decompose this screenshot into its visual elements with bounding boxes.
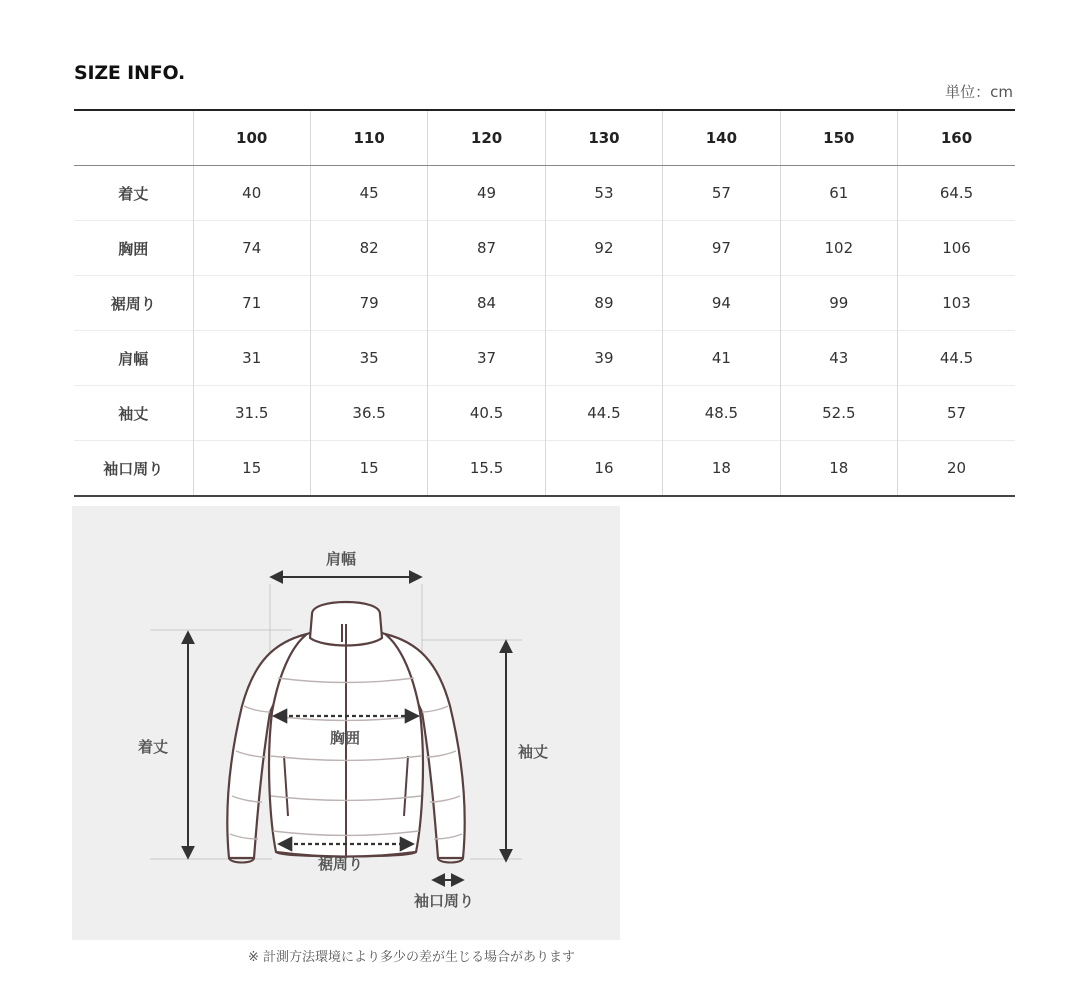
- table-cell: 44.5: [545, 386, 662, 441]
- table-row: [74, 166, 1015, 221]
- table-cell: 97: [663, 221, 780, 276]
- table-cell: 40.5: [428, 386, 545, 441]
- table-cell: 15: [310, 441, 427, 497]
- length-label: 着丈: [138, 738, 169, 756]
- table-row: [74, 331, 1015, 386]
- table-cell: 18: [663, 441, 780, 497]
- table-cell: 106: [898, 221, 1015, 276]
- size-header: 140: [663, 110, 780, 166]
- table-cell: 103: [898, 276, 1015, 331]
- table-cell: 57: [663, 166, 780, 221]
- table-cell: 43: [780, 331, 897, 386]
- row-label: 着丈: [118, 184, 149, 203]
- table-cell: 48.5: [663, 386, 780, 441]
- table-row: [74, 276, 1015, 331]
- shoulder-label: 肩幅: [326, 550, 357, 568]
- table-cell: 16: [545, 441, 662, 497]
- table-cell: 79: [310, 276, 427, 331]
- table-cell: 102: [780, 221, 897, 276]
- page-title: SIZE INFO.: [74, 62, 186, 84]
- table-cell: 36.5: [310, 386, 427, 441]
- table-cell: 64.5: [898, 166, 1015, 221]
- size-header: 120: [428, 110, 545, 166]
- table-cell: 41: [663, 331, 780, 386]
- table-cell: 49: [428, 166, 545, 221]
- header-corner: [74, 110, 193, 166]
- size-header: 160: [898, 110, 1015, 166]
- jacket-illustration: [72, 506, 620, 940]
- table-row: [74, 221, 1015, 276]
- hem-label: 裾周り: [318, 855, 364, 873]
- table-cell: 82: [310, 221, 427, 276]
- table-cell: 87: [428, 221, 545, 276]
- table-cell: 53: [545, 166, 662, 221]
- size-table: [74, 109, 1015, 497]
- table-cell: 74: [193, 221, 310, 276]
- size-header: 100: [193, 110, 310, 166]
- measurement-note: ※ 計測方法環境により多少の差が生じる場合があります: [248, 950, 576, 965]
- table-cell: 84: [428, 276, 545, 331]
- table-cell: 15.5: [428, 441, 545, 497]
- table-cell: 99: [780, 276, 897, 331]
- table-cell: 61: [780, 166, 897, 221]
- table-cell: 35: [310, 331, 427, 386]
- row-label: 袖口周り: [74, 441, 193, 497]
- unit-label: 単位：cm: [945, 83, 1013, 101]
- size-header: 110: [310, 110, 427, 166]
- table-cell: 40: [193, 166, 310, 221]
- chest-label: 胸囲: [330, 729, 361, 747]
- cuff-label: 袖口周り: [414, 892, 475, 910]
- table-cell: 44.5: [898, 331, 1015, 386]
- table-cell: 31.5: [193, 386, 310, 441]
- table-cell: 39: [545, 331, 662, 386]
- sleeve-label: 袖丈: [518, 743, 549, 761]
- row-label: 胸囲: [74, 221, 193, 276]
- table-cell: 18: [780, 441, 897, 497]
- header-row: [74, 110, 1015, 166]
- table-cell: 94: [663, 276, 780, 331]
- table-cell: 20: [898, 441, 1015, 497]
- table-cell: 15: [193, 441, 310, 497]
- row-label: 裾周り: [74, 276, 193, 331]
- size-header: 130: [545, 110, 662, 166]
- table-cell: 71: [193, 276, 310, 331]
- table-cell: 89: [545, 276, 662, 331]
- row-label: 肩幅: [74, 331, 193, 386]
- table-cell: 45: [310, 166, 427, 221]
- table-cell: 57: [898, 386, 1015, 441]
- table-row: [74, 386, 1015, 441]
- table-row: [74, 441, 1015, 497]
- table-cell: 92: [545, 221, 662, 276]
- size-header: 150: [780, 110, 897, 166]
- measurement-diagram: [72, 506, 620, 940]
- table-cell: 37: [428, 331, 545, 386]
- row-label: 袖丈: [74, 386, 193, 441]
- table-cell: 52.5: [780, 386, 897, 441]
- table-cell: 31: [193, 331, 310, 386]
